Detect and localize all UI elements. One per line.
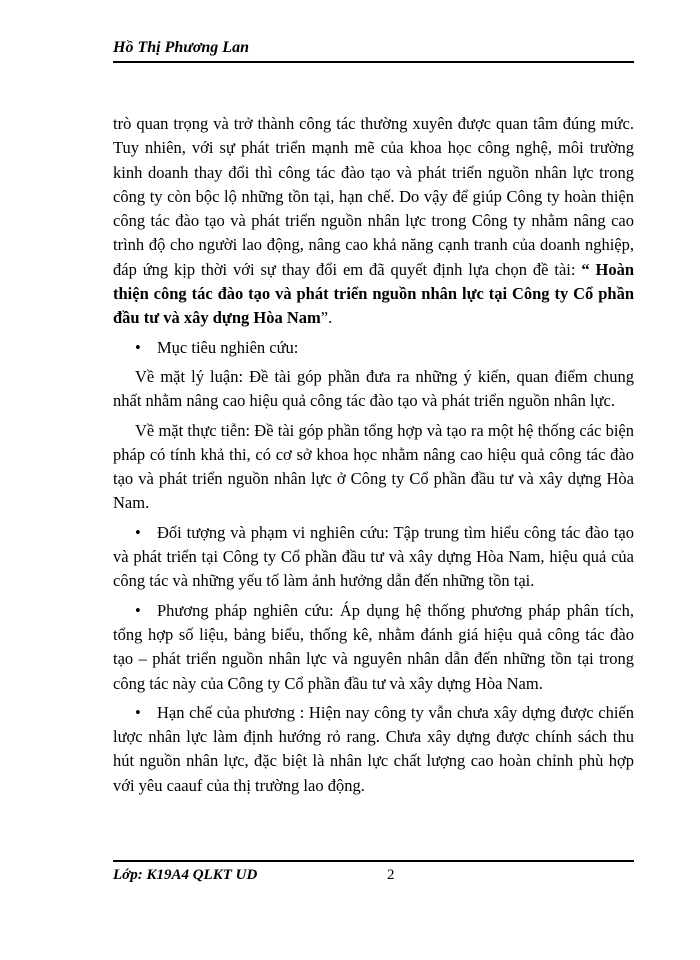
bullet-icon: • — [135, 702, 141, 722]
page-number: 2 — [387, 867, 395, 883]
page-header — [113, 38, 634, 63]
bullet-method — [113, 599, 634, 696]
bullet-limitation — [113, 701, 634, 798]
topic-end: ”. — [320, 308, 333, 328]
bullet-objectives — [113, 336, 634, 360]
footer-row — [113, 866, 634, 884]
intro-line-1: trò quan trọng và trở thành công tác thường xuyên được quan tâm đúng mức. — [113, 114, 634, 133]
topic-title: “ Hoàn thiện công tác đào tạo và phát triển nguồn nhân lực tại Công ty Cổ phần đầu tư và xây dựng Hòa Nam — [113, 259, 635, 328]
limitation-text: Hạn chế của phương : Hiện nay công ty vẫn chưa xây dựng được chiến lược nhân lực làm định hướng rỏ rang. Chưa xây dựng được chính sách thu hút nguồn nhân lực, đặc biệt là nhân lực chất lượng cao hoàn chỉnh phù hợp với yêu caauf của thị trường lao động. — [113, 702, 634, 795]
class-label: Lớp: K19A4 QLKT UD — [113, 867, 258, 883]
intro-text: Tuy nhiên, với sự phát triển mạnh mẽ của khoa học công nghệ, môi trường kinh doanh thay đổi thì công tác đào tạo và phát triển nguồn nhân lực trong công ty còn bộc lộ những tồn tại, hạn chế. Do vậy để giúp Công ty hoàn thiện công tác đào tạo và phát triển nguồn nhân lực trong Công ty nhằm nâng cao trình độ cho người lao động, nâng cao khả năng cạnh tranh của doanh nghiệp, đáp ứng kịp thời với sự thay đổi em đã quyết định lựa chọn đề tài: — [113, 138, 634, 279]
page-body — [113, 112, 634, 803]
bullet-icon: • — [135, 522, 141, 542]
intro-paragraph — [113, 112, 634, 331]
page-footer — [113, 860, 634, 884]
footer-rule — [113, 860, 634, 862]
practice-paragraph: Về mặt thực tiễn: Đề tài góp phần tổng hợp và tạo ra một hệ thống các biện pháp có tính khả thi, có cơ sở khoa học nhằm nâng cao hiệu quả công tác đào tạo và phát triển nguồn nhân lực ở Công ty Cổ phần đầu tư và xây dựng Hòa Nam. — [113, 420, 634, 513]
method-text: Phương pháp nghiên cứu: Áp dụng hệ thống phương pháp phân tích, tổng hợp số liệu, bảng biểu, thống kê, nhằm đánh giá hiệu quả công tác đào tạo – phát triển nguồn nhân lực và nguyên nhân dẫn đến những tồn tại trong công tác này của Công ty Cổ phần đầu tư và xây dựng Hòa Nam. — [113, 600, 634, 693]
objectives-heading: Mục tiêu nghiên cứu: — [157, 337, 299, 357]
bullet-icon: • — [135, 337, 141, 357]
theory-paragraph: Về mặt lý luận: Đề tài góp phần đưa ra những ý kiến, quan điểm chung nhất nhằm nâng cao hiệu quả công tác đào tạo và phát triển nguồn nhân lực. — [113, 366, 634, 411]
scope-text: Đối tượng và phạm vi nghiên cứu: Tập trung tìm hiểu công tác đào tạo và phát triển tại Công ty Cổ phần đầu tư và xây dựng Hòa Nam, hiệu quả của công tác và những yếu tố làm ảnh hưởng dẫn đến những tồn tại. — [113, 522, 634, 591]
bullet-icon: • — [135, 600, 141, 620]
bullet-scope — [113, 521, 634, 594]
header-rule — [113, 61, 634, 63]
author-name: Hồ Thị Phương Lan — [113, 39, 249, 56]
